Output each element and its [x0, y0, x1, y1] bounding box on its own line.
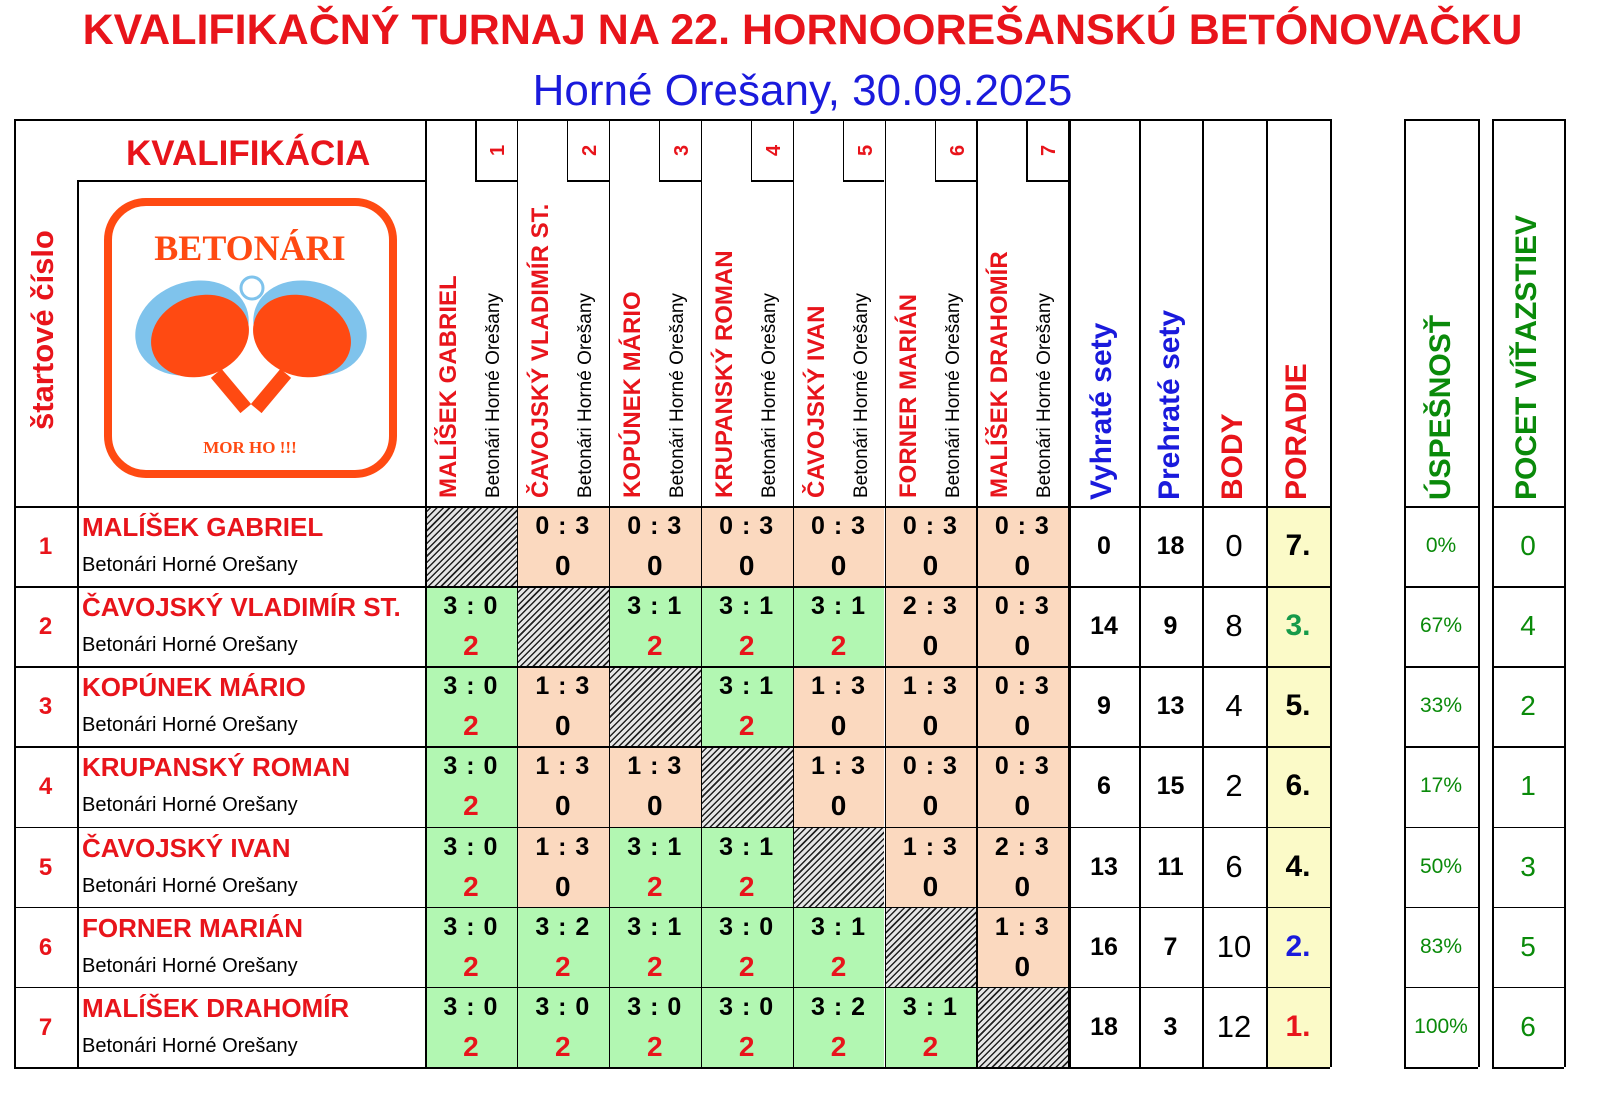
match-score: 0 : 3: [535, 512, 591, 540]
row-start-number: 3: [38, 693, 53, 721]
match-score: 3 : 1: [719, 832, 775, 861]
grid-line: [14, 746, 1330, 748]
grid-line: [935, 119, 937, 180]
victories-value: 1: [1520, 770, 1536, 802]
match-points: 0: [922, 710, 939, 742]
points-value: 10: [1216, 928, 1252, 964]
points-value: 6: [1225, 848, 1243, 884]
match-points: 2: [463, 870, 479, 902]
row-start-number: 5: [38, 853, 53, 881]
match-points: 0: [646, 790, 663, 822]
page-title: KVALIFIKAČNÝ TURNAJ NA 22. HORNOOREŠANSKÚ BETÓNOVAČKU: [82, 6, 1523, 54]
victories-header: POCET VÍŤAZSTIEV: [1510, 214, 1543, 500]
match-score: 3 : 0: [719, 912, 775, 941]
column-player-club: Betonári Horné Orešany: [483, 293, 504, 498]
row-player-name: KOPÚNEK MÁRIO: [82, 672, 306, 703]
grid-line: [1266, 119, 1268, 1067]
match-points: 0: [646, 550, 663, 581]
match-points: 2: [463, 630, 479, 662]
match-points: 0: [1014, 950, 1031, 982]
self-match-cell: [793, 827, 885, 907]
match-score: 0 : 3: [902, 752, 958, 781]
start-number-label: štartové číslo: [25, 230, 60, 430]
match-points: 2: [555, 1030, 571, 1062]
won-sets-value: 16: [1090, 932, 1118, 961]
match-score: 3 : 0: [443, 992, 499, 1021]
column-player-number: 6: [946, 144, 969, 156]
won-sets-value: 18: [1090, 1012, 1118, 1041]
match-points: 0: [922, 870, 939, 902]
match-points: 2: [646, 630, 663, 662]
match-points: 0: [555, 870, 571, 902]
row-player-club: Betonári Horné Orešany: [82, 714, 298, 737]
rank-value: 6.: [1285, 769, 1311, 803]
row-player-name: FORNER MARIÁN: [82, 912, 303, 943]
row-player-name: MALÍŠEK GABRIEL: [82, 512, 324, 542]
points-header: BODY: [1216, 413, 1249, 500]
row-start-number: 2: [38, 613, 53, 641]
match-points: 2: [646, 870, 663, 902]
self-match-cell: [517, 586, 609, 666]
self-match-cell: [425, 506, 517, 586]
points-value: 0: [1225, 528, 1243, 563]
match-score: 1 : 3: [994, 912, 1050, 941]
column-player-number: 3: [670, 144, 693, 156]
row-player-name: ČAVOJSKÝ IVAN: [82, 832, 291, 863]
self-match-cell: [609, 666, 701, 746]
grid-line: [1492, 119, 1494, 1067]
rank-value: 2.: [1285, 929, 1311, 963]
row-player-club: Betonári Horné Orešany: [82, 874, 298, 897]
column-player-number: 1: [487, 144, 509, 156]
grid-line: [1404, 1067, 1478, 1069]
match-points: 2: [830, 1030, 847, 1062]
column-player-name: ČAVOJSKÝ IVAN: [802, 305, 830, 498]
match-points: 2: [463, 1030, 479, 1062]
betonari-logo: [104, 198, 397, 478]
match-points: 0: [922, 790, 939, 822]
match-score: 3 : 0: [443, 752, 499, 781]
row-start-number: 7: [38, 1013, 53, 1041]
grid-line: [475, 180, 517, 182]
match-points: 0: [830, 550, 847, 581]
grid-line: [14, 119, 16, 1067]
grid-line: [1564, 119, 1566, 1067]
match-score: 3 : 0: [443, 592, 499, 621]
self-match-cell: [701, 746, 793, 826]
match-points: 2: [555, 950, 571, 982]
column-player-number: 5: [854, 144, 877, 156]
match-score: 3 : 0: [535, 992, 591, 1021]
grid-line: [935, 180, 977, 182]
grid-line: [567, 180, 609, 182]
match-score: 3 : 1: [811, 912, 867, 941]
column-player-name: ČAVOJSKÝ VLADIMÍR ST.: [526, 203, 554, 498]
row-start-number: 6: [38, 933, 53, 961]
column-player-name: FORNER MARIÁN: [894, 294, 922, 498]
lost-sets-value: 11: [1157, 852, 1184, 881]
lost-sets-value: 13: [1156, 692, 1185, 721]
grid-line: [1492, 746, 1564, 748]
match-score: 0 : 3: [994, 592, 1050, 621]
match-score: 1 : 3: [535, 672, 591, 701]
match-score: 1 : 3: [811, 672, 867, 701]
match-score: 3 : 1: [811, 592, 867, 621]
match-score: 2 : 3: [994, 832, 1050, 861]
grid-line: [1492, 987, 1564, 989]
success-header: ÚSPEŠNOSŤ: [1424, 314, 1457, 500]
row-player-club: Betonári Horné Orešany: [82, 794, 298, 817]
lost-sets-value: 7: [1163, 932, 1178, 961]
match-points: 2: [463, 950, 479, 982]
victories-value: 2: [1520, 690, 1536, 722]
victories-value: 3: [1520, 850, 1536, 882]
points-value: 8: [1225, 608, 1243, 644]
grid-line: [1404, 666, 1478, 668]
points-value: 12: [1216, 1008, 1252, 1044]
won-sets-value: 14: [1090, 612, 1118, 641]
match-score: 3 : 1: [627, 912, 683, 941]
grid-line: [14, 666, 1330, 668]
grid-line: [1026, 180, 1068, 182]
row-player-name: KRUPANSKÝ ROMAN: [82, 752, 351, 783]
grid-line: [77, 180, 79, 1067]
grid-line: [843, 180, 885, 182]
column-player-number: 2: [578, 144, 601, 156]
lost-sets-header: Prehraté sety: [1153, 309, 1186, 500]
match-points: 0: [1014, 550, 1031, 581]
rank-value: 4.: [1285, 849, 1311, 883]
column-player-club: Betonári Horné Orešany: [666, 293, 688, 498]
grid-line: [1404, 119, 1478, 121]
match-score: 3 : 2: [811, 992, 867, 1021]
match-points: 2: [463, 790, 479, 822]
grid-line: [1404, 907, 1478, 909]
match-points: 2: [922, 1030, 939, 1062]
grid-line: [1026, 119, 1028, 180]
grid-line: [1404, 827, 1478, 829]
match-score: 3 : 0: [443, 912, 499, 941]
match-points: 2: [646, 1030, 663, 1062]
grid-line: [14, 1067, 1330, 1069]
match-score: 1 : 3: [902, 672, 958, 701]
grid-line: [475, 119, 477, 180]
match-score: 3 : 0: [719, 992, 775, 1021]
match-score: 3 : 1: [719, 592, 775, 621]
row-start-number: 1: [38, 533, 53, 560]
match-points: 2: [738, 630, 755, 662]
success-value: 50%: [1419, 854, 1463, 878]
lost-sets-value: 15: [1156, 772, 1185, 801]
match-score: 0 : 3: [994, 752, 1050, 781]
match-score: 0 : 3: [627, 512, 683, 540]
match-score: 1 : 3: [811, 752, 867, 781]
rank-value: 1.: [1285, 1009, 1311, 1043]
success-value: 33%: [1419, 694, 1463, 718]
won-sets-value: 9: [1097, 692, 1111, 721]
row-player-club: Betonári Horné Orešany: [82, 554, 298, 576]
won-sets-value: 6: [1097, 772, 1111, 801]
grid-line: [659, 180, 701, 182]
victories-value: 4: [1520, 610, 1536, 642]
match-points: 0: [738, 550, 755, 581]
row-player-name: MALÍŠEK DRAHOMÍR: [82, 992, 350, 1023]
victories-value: 5: [1520, 930, 1536, 962]
victories-value: 0: [1520, 530, 1536, 561]
grid-line: [1492, 1067, 1564, 1069]
grid-line: [1492, 506, 1564, 508]
match-points: 2: [463, 710, 479, 742]
column-player-number: 4: [762, 144, 785, 156]
match-points: 0: [1014, 870, 1031, 902]
lost-sets-value: 3: [1163, 1012, 1178, 1041]
grid-line: [1139, 119, 1141, 1067]
ball-icon: [241, 277, 263, 299]
grid-line: [1069, 119, 1071, 1067]
match-points: 0: [1014, 790, 1031, 822]
grid-line: [1478, 119, 1480, 1067]
match-score: 0 : 3: [811, 512, 867, 540]
match-points: 2: [738, 870, 755, 902]
column-player-club: Betonári Horné Orešany: [574, 293, 596, 498]
grid-line: [14, 586, 1330, 588]
row-player-club: Betonári Horné Orešany: [82, 634, 298, 657]
match-points: 0: [555, 790, 571, 822]
rank-value: 7.: [1285, 529, 1311, 562]
match-score: 3 : 1: [627, 592, 683, 621]
row-player-club: Betonári Horné Orešany: [82, 1034, 298, 1057]
match-points: 0: [922, 630, 939, 662]
match-score: 1 : 3: [535, 752, 591, 781]
grid-line: [14, 827, 1330, 829]
lost-sets-value: 9: [1163, 612, 1178, 641]
grid-line: [1492, 907, 1564, 909]
column-player-name: MALÍŠEK GABRIEL: [435, 275, 462, 498]
match-points: 0: [555, 550, 571, 581]
success-value: 100%: [1414, 1014, 1468, 1038]
match-points: 2: [738, 950, 755, 982]
section-label: KVALIFIKÁCIA: [126, 134, 371, 173]
match-points: 2: [738, 710, 755, 742]
match-score: 2 : 3: [902, 592, 958, 621]
rank-value: 3.: [1285, 609, 1311, 643]
grid-line: [77, 180, 425, 182]
grid-line: [1492, 119, 1564, 121]
match-score: 1 : 3: [627, 752, 683, 781]
match-points: 2: [646, 950, 663, 982]
match-score: 3 : 0: [443, 832, 499, 861]
grid-line: [1492, 827, 1564, 829]
match-score: 3 : 0: [443, 672, 499, 701]
match-points: 0: [830, 790, 847, 822]
match-score: 1 : 3: [535, 832, 591, 861]
row-start-number: 4: [38, 773, 53, 801]
grid-line: [659, 119, 661, 180]
logo-slogan: MOR HO !!!: [203, 438, 297, 457]
success-value: 0%: [1425, 534, 1457, 557]
grid-line: [1404, 119, 1406, 1067]
self-match-cell: [885, 907, 977, 987]
grid-line: [1202, 119, 1204, 1067]
grid-line: [1404, 987, 1478, 989]
page-subtitle: Horné Orešany, 30.09.2025: [532, 66, 1073, 115]
grid-line: [1404, 506, 1478, 508]
success-value: 83%: [1419, 934, 1463, 958]
victories-value: 6: [1520, 1010, 1536, 1042]
self-match-cell: [976, 987, 1068, 1067]
column-player-club: Betonári Horné Orešany: [942, 293, 964, 498]
match-score: 0 : 3: [902, 512, 958, 540]
column-player-club: Betonári Horné Orešany: [850, 293, 872, 498]
success-value: 67%: [1419, 614, 1463, 638]
match-score: 0 : 3: [994, 512, 1050, 540]
match-score: 3 : 0: [627, 992, 683, 1021]
match-score: 3 : 1: [902, 992, 958, 1021]
column-player-club: Betonári Horné Orešany: [1034, 293, 1056, 498]
column-player-name: MALÍŠEK DRAHOMÍR: [986, 251, 1014, 498]
won-sets-value: 0: [1097, 532, 1111, 560]
grid-line: [1492, 586, 1564, 588]
grid-line: [751, 180, 793, 182]
match-score: 3 : 1: [719, 672, 775, 701]
grid-line: [567, 119, 569, 180]
match-points: 0: [555, 710, 571, 742]
points-value: 2: [1225, 768, 1243, 804]
column-player-name: KRUPANSKÝ ROMAN: [710, 250, 738, 498]
column-player-club: Betonári Horné Orešany: [758, 293, 780, 498]
column-player-number: 7: [1038, 144, 1061, 156]
match-score: 0 : 3: [719, 512, 775, 540]
match-score: 3 : 1: [627, 832, 683, 861]
grid-line: [14, 987, 1330, 989]
grid-line: [14, 506, 1330, 508]
match-points: 2: [830, 950, 847, 982]
rank-value: 5.: [1285, 689, 1311, 723]
grid-line: [751, 119, 753, 180]
points-value: 4: [1225, 688, 1243, 724]
grid-line: [843, 119, 845, 180]
column-player-name: KOPÚNEK MÁRIO: [618, 291, 646, 498]
match-points: 0: [1014, 630, 1031, 662]
won-sets-header: Vyhraté sety: [1085, 322, 1118, 500]
row-player-club: Betonári Horné Orešany: [82, 954, 298, 977]
lost-sets-value: 18: [1156, 532, 1185, 560]
logo-title: BETONÁRI: [154, 228, 346, 268]
row-player-name: ČAVOJSKÝ VLADIMÍR ST.: [82, 592, 401, 623]
success-value: 17%: [1419, 774, 1463, 798]
match-points: 0: [830, 710, 847, 742]
grid-line: [14, 119, 1330, 121]
match-score: 1 : 3: [902, 832, 958, 861]
match-points: 2: [738, 1030, 755, 1062]
ranking-header: PORADIE: [1280, 363, 1313, 500]
grid-line: [14, 907, 1330, 909]
match-points: 0: [922, 550, 939, 581]
grid-line: [1492, 666, 1564, 668]
grid-line: [1404, 586, 1478, 588]
grid-line: [1404, 746, 1478, 748]
won-sets-value: 13: [1090, 852, 1118, 881]
grid-line: [1330, 119, 1332, 1067]
match-points: 0: [1014, 710, 1031, 742]
match-score: 3 : 2: [535, 912, 591, 941]
match-points: 2: [830, 630, 847, 662]
match-score: 0 : 3: [994, 672, 1050, 701]
